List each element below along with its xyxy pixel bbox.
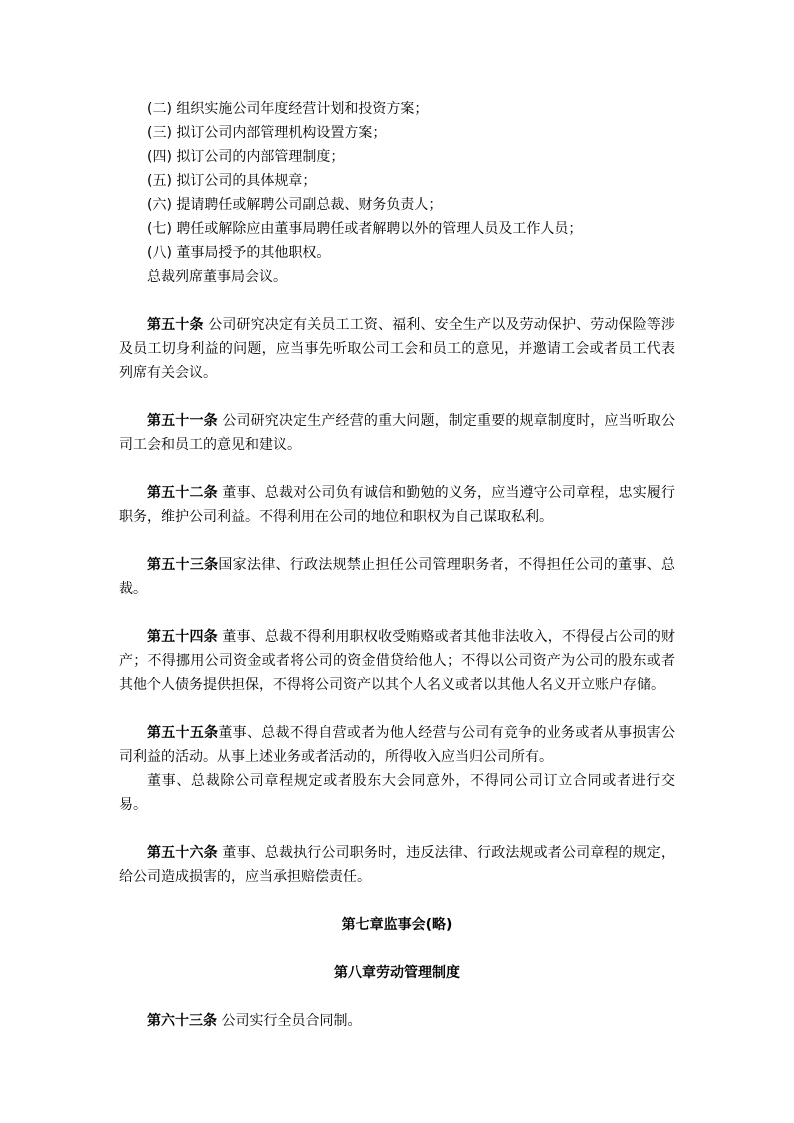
article-52 <box>119 481 675 529</box>
chapter-8-heading: 第八章劳动管理制度 <box>334 965 460 981</box>
article-title: 第五十五条 <box>147 725 219 741</box>
article-title: 第五十条 <box>147 317 204 333</box>
article-51 <box>119 409 675 457</box>
article-53 <box>119 553 675 601</box>
article-title: 第六十三条 <box>147 1013 217 1029</box>
article-body: 董事、总裁对公司负有诚信和勤勉的义务，应当遵守公司章程，忠实履行职务，维护公司利益。不得利用在公司的地位和职权为自己谋取私利。 <box>119 485 675 525</box>
article-body: 公司实行全员合同制。 <box>217 1013 362 1029</box>
list-item: (三) 拟订公司内部管理机构设置方案； <box>147 125 387 141</box>
list-item: (八) 董事局授予的其他职权。 <box>147 245 331 261</box>
article-body: 董事、总裁不得利用职权收受贿赂或者其他非法收入，不得侵占公司的财产；不得挪用公司资金或者将公司的资金借贷给他人；不得以公司资产为公司的股东或者其他个人债务提供担保，不得将公司资产以其个人名义或者以其他人名义开立账户存储。 <box>119 629 675 693</box>
article-body: 董事、总裁执行公司职务时，违反法律、行政法规或者公司章程的规定，给公司造成损害的，应当承担赔偿责任。 <box>119 845 675 885</box>
article-title: 第五十三条 <box>147 557 219 573</box>
list-block <box>119 97 675 289</box>
article-title: 第五十四条 <box>147 629 218 645</box>
article-title: 第五十六条 <box>147 845 218 861</box>
article-body: 董事、总裁不得自营或者为他人经营与公司有竞争的业务或者从事损害公司利益的活动。从事上述业务或者活动的，所得收入应当归公司所有。 <box>119 725 675 765</box>
article-50 <box>119 313 675 385</box>
article-body: 公司研究决定生产经营的重大问题，制定重要的规章制度时，应当听取公司工会和员工的意见和建议。 <box>119 413 675 453</box>
list-note: 总裁列席董事局会议。 <box>147 269 287 285</box>
list-item: (五) 拟订公司的具体规章； <box>147 173 317 189</box>
article-54 <box>119 625 675 697</box>
list-item: (四) 拟订公司的内部管理制度； <box>147 149 345 165</box>
list-item: (六) 提请聘任或解聘公司副总裁、财务负责人； <box>147 197 443 213</box>
article-body: 国家法律、行政法规禁止担任公司管理职务者，不得担任公司的董事、总裁。 <box>119 557 675 597</box>
article-title: 第五十一条 <box>147 413 218 429</box>
article-body: 公司研究决定有关员工工资、福利、安全生产以及劳动保护、劳动保险等涉及员工切身利益的问题，应当事先听取公司工会和员工的意见，并邀请工会或者员工代表列席有关会议。 <box>119 317 676 381</box>
article-55 <box>119 721 675 769</box>
document-body <box>119 97 675 1033</box>
article-title: 第五十二条 <box>147 485 218 501</box>
list-item: (七) 聘任或解除应由董事局聘任或者解聘以外的管理人员及工作人员； <box>147 221 583 237</box>
chapter-7-heading: 第七章监事会(略) <box>341 917 453 933</box>
article-63 <box>119 1009 675 1033</box>
article-56 <box>119 841 675 889</box>
list-item: (二) 组织实施公司年度经营计划和投资方案； <box>147 101 429 117</box>
article-55-extra: 董事、总裁除公司章程规定或者股东大会同意外，不得同公司订立合同或者进行交易。 <box>119 773 675 813</box>
